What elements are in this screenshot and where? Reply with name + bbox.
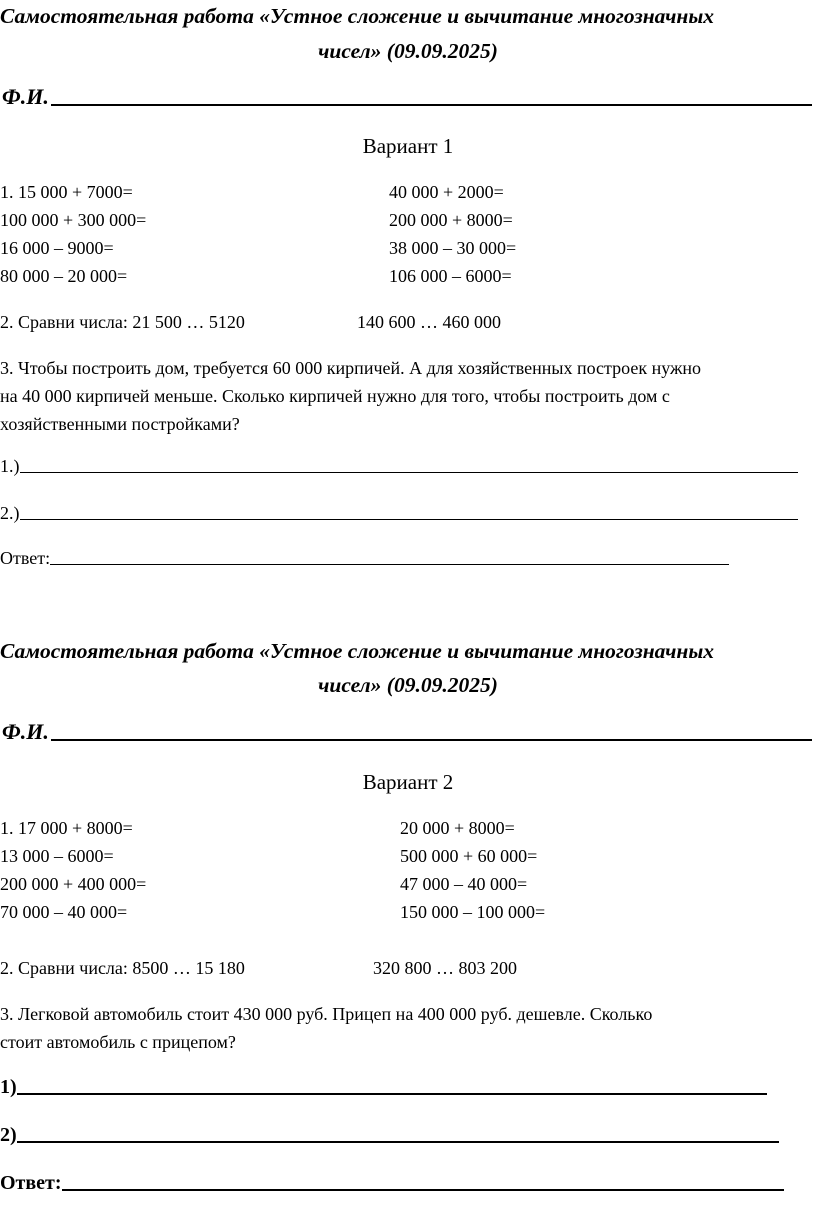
answer-underline: [20, 472, 799, 473]
w2-answer-line-1[interactable]: [0, 1076, 767, 1099]
w2-task1-right-2: 47 000 – 40 000=: [400, 874, 528, 894]
w2-task3-line-0: 3. Легковой автомобиль стоит 430 000 руб. Прицеп на 400 000 руб. дешевле. Сколько: [0, 1004, 653, 1024]
w2-answer-line-2[interactable]: [0, 1124, 779, 1147]
w2-task1-right-3: 150 000 – 100 000=: [400, 902, 546, 922]
fio-underline: [51, 739, 812, 741]
worksheet1-fio-field[interactable]: [2, 84, 812, 110]
answer-label: Ответ:: [0, 548, 51, 568]
w2-task3-line-1: стоит автомобиль с прицепом?: [0, 1032, 236, 1052]
w1-task3-line-0: 3. Чтобы построить дом, требуется 60 000 кирпичей. А для хозяйственных построек нужно: [0, 358, 702, 378]
w2-answer-final[interactable]: [0, 1172, 784, 1195]
worksheet2-title-line1: Самостоятельная работа «Устное сложение и вычитание многозначных: [0, 639, 715, 663]
w1-task1-right-1: 200 000 + 8000=: [389, 210, 513, 230]
w1-task1-left-3: 80 000 – 20 000=: [0, 266, 128, 286]
answer-underline: [20, 519, 799, 520]
w1-task2-left: 2. Сравни числа: 21 500 … 5120: [0, 312, 245, 332]
w1-task1-right-2: 38 000 – 30 000=: [389, 238, 517, 258]
answer-label: Ответ:: [0, 1172, 62, 1194]
w2-task1-left-2: 200 000 + 400 000=: [0, 874, 147, 894]
w1-task1-left-2: 16 000 – 9000=: [0, 238, 114, 258]
answer-underline: [17, 1093, 767, 1095]
worksheet1-title-line1: Самостоятельная работа «Устное сложение и вычитание многозначных: [0, 4, 715, 28]
w2-task1-right-0: 20 000 + 8000=: [400, 818, 515, 838]
w2-task1-right-1: 500 000 + 60 000=: [400, 846, 538, 866]
w2-task2-left: 2. Сравни числа: 8500 … 15 180: [0, 958, 245, 978]
w1-task1-right-3: 106 000 – 6000=: [389, 266, 512, 286]
w1-task2-right: 140 600 … 460 000: [357, 312, 501, 332]
w2-task1-left-0: 1. 17 000 + 8000=: [0, 818, 133, 838]
w1-task1-left-0: 1. 15 000 + 7000=: [0, 182, 133, 202]
answer-underline: [62, 1189, 784, 1191]
answer-label: 1.): [0, 456, 20, 476]
fio-underline: [51, 104, 812, 106]
worksheet1-variant: Вариант 1: [362, 134, 454, 158]
w2-task2-right: 320 800 … 803 200: [373, 958, 517, 978]
w1-task1-right-0: 40 000 + 2000=: [389, 182, 504, 202]
answer-underline: [50, 564, 729, 565]
answer-label: 2.): [0, 503, 20, 523]
worksheet2-fio-field[interactable]: [2, 719, 812, 745]
answer-label: 2): [0, 1124, 17, 1146]
worksheet2-variant: Вариант 2: [362, 770, 454, 794]
answer-label: 1): [0, 1076, 17, 1098]
w1-task3-line-2: хозяйственными постройками?: [0, 414, 240, 434]
worksheet2-title-line2: чисел» (09.09.2025): [318, 673, 498, 697]
w1-task3-line-1: на 40 000 кирпичей меньше. Сколько кирпичей нужно для того, чтобы построить дом с: [0, 386, 670, 406]
w1-task1-left-1: 100 000 + 300 000=: [0, 210, 147, 230]
w2-task1-left-1: 13 000 – 6000=: [0, 846, 114, 866]
w1-answer-final[interactable]: [0, 548, 729, 569]
answer-underline: [17, 1141, 779, 1143]
w1-answer-line-1[interactable]: [0, 456, 798, 477]
w2-task1-left-3: 70 000 – 40 000=: [0, 902, 128, 922]
worksheet1-title-line2: чисел» (09.09.2025): [318, 39, 498, 63]
fio-label: Ф.И.: [2, 719, 49, 744]
w1-answer-line-2[interactable]: [0, 503, 798, 524]
fio-label: Ф.И.: [2, 84, 49, 109]
